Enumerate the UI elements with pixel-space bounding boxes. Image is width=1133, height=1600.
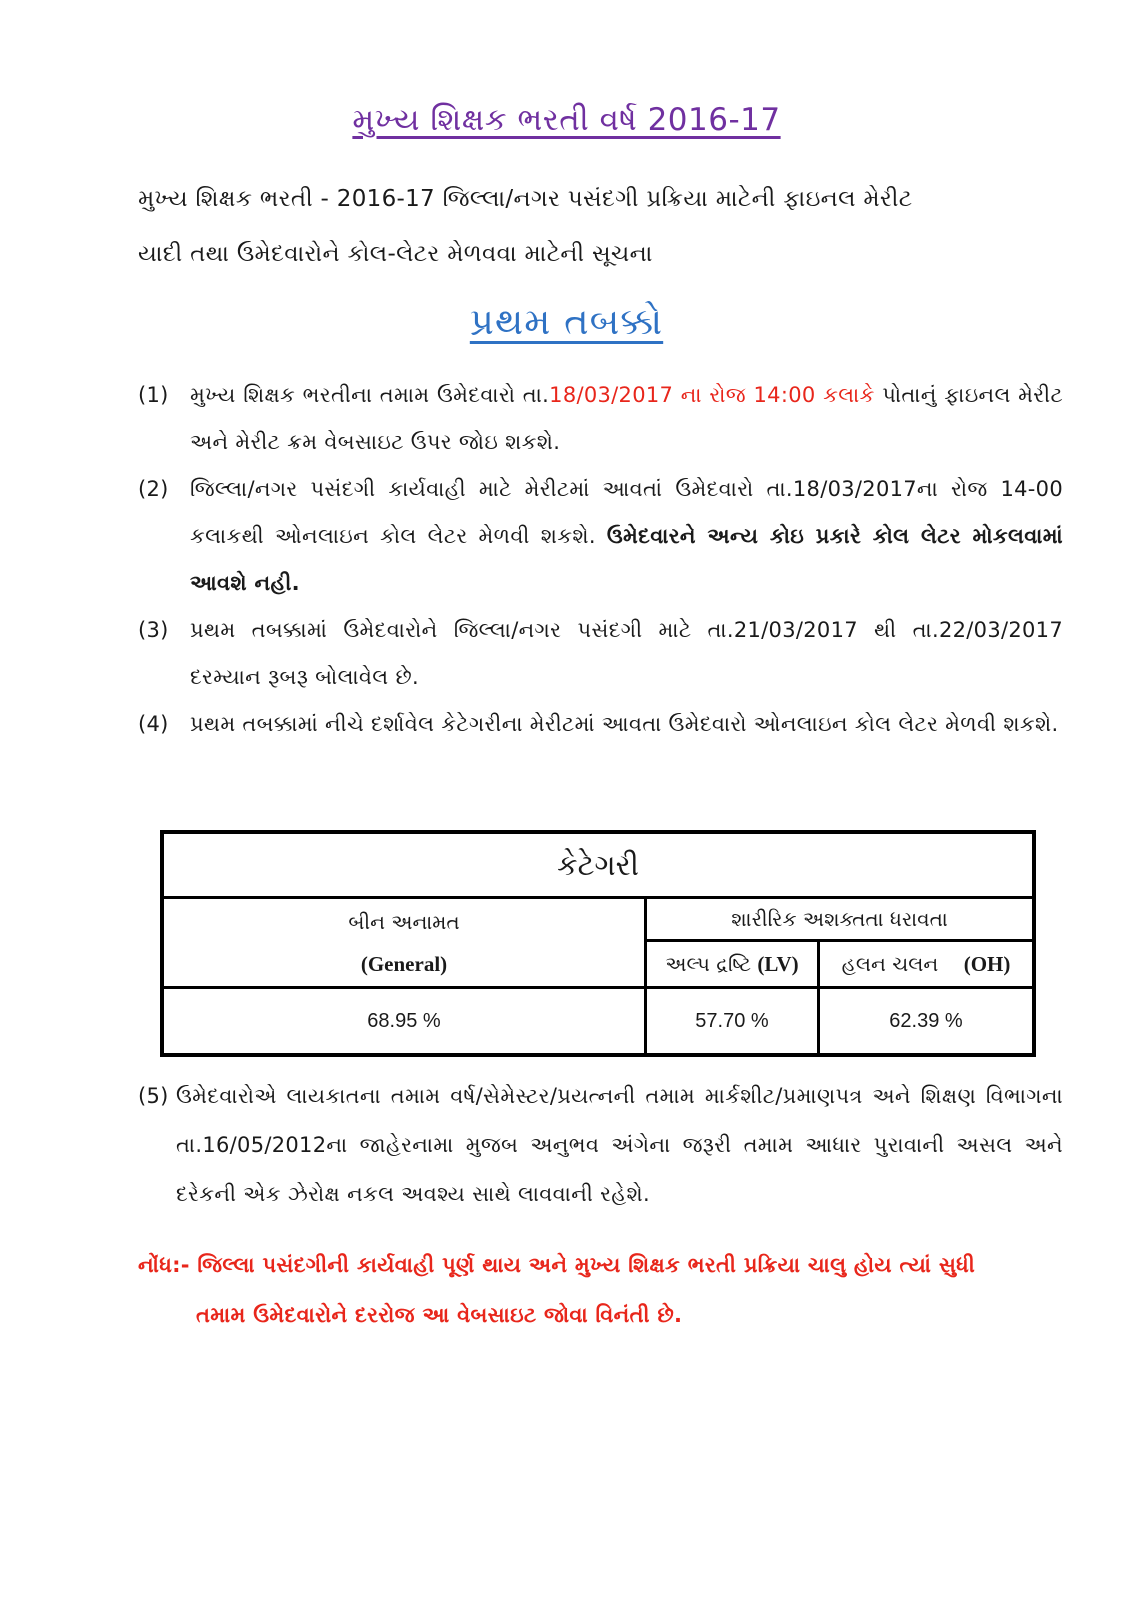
item-text-continued: પોતાનું ફાઇનલ મેરીટ અને મેરીટ ક્રમ વેબસાઇટ ઉપર જોઇ શકશે. bbox=[190, 383, 1063, 454]
oh-merit-value: 62.39 % bbox=[819, 988, 1035, 1056]
instruction-item-2 bbox=[138, 466, 1063, 607]
category-header: કેટેગરી bbox=[162, 832, 1034, 898]
general-english-label: (General) bbox=[360, 951, 448, 976]
general-label: બીન અનામત bbox=[348, 909, 460, 934]
item-text: ઉમેદવારોએ લાયકાતના તમામ વર્ષ/સેમેસ્ટર/પ્રયત્નની તમામ માર્કશીટ/પ્રમાણપત્ર અને શિક્ષણ વિભાગના તા.16/05/2012ના જાહેરનામા મુજબ અનુભવ અંગેના જરૂરી તમામ આધાર પુરાવાની અસલ અને દરેકની એક ઝેરોક્ષ નકલ અવશ્ય સાથે લાવવાની રહેશે. bbox=[176, 1084, 1063, 1206]
intro-line-2: યાદી તથા ઉમેદવારોને કોલ-લેટર મેળવવા માટેની સૂચના bbox=[138, 241, 653, 267]
item-number: (3) bbox=[138, 618, 169, 642]
item-number: (5) bbox=[138, 1084, 169, 1108]
note-line-1: નોંધ:- જિલ્લા પસંદગીની કાર્યવાહી પૂર્ણ થાય અને મુખ્ય શિક્ષક ભરતી પ્રક્રિયા ચાલુ હોય ત્યાં સુધી bbox=[138, 1253, 976, 1277]
item-text: મુખ્ય શિક્ષક ભરતીના તમામ ઉમેદવારો તા. bbox=[190, 383, 550, 407]
important-note bbox=[138, 1240, 1063, 1340]
item-number: (4) bbox=[138, 712, 169, 736]
category-table bbox=[160, 830, 1036, 1057]
lv-category-cell bbox=[646, 941, 819, 988]
phase-heading: પ્રથમ તબક્કો bbox=[469, 300, 664, 343]
general-merit-value: 68.95 % bbox=[162, 988, 646, 1056]
disabled-category-header: શારીરિક અશક્તતા ધરાવતા bbox=[646, 898, 1035, 941]
item-bold-text: ઉમેદવારને અન્ય કોઇ પ્રકારે કોલ લેટર મોકલવામાં આવશે નહી. bbox=[190, 524, 1063, 595]
document-title: મુખ્ય શિક્ષક ભરતી વર્ષ 2016-17 bbox=[352, 102, 781, 138]
instruction-item-4 bbox=[138, 701, 1063, 748]
item-text: પ્રથમ તબક્કામાં ઉમેદવારોને જિલ્લા/નગર પસંદગી માટે તા.21/03/2017 થી તા.22/03/2017 દરમ્યાન રૂબરૂ બોલાવેલ છે. bbox=[190, 618, 1063, 689]
general-category-cell bbox=[162, 898, 646, 988]
instruction-item-3 bbox=[138, 607, 1063, 701]
item-date-highlight: 18/03/2017 ના રોજ 14:00 કલાકે bbox=[549, 383, 875, 407]
item-text: પ્રથમ તબક્કામાં નીચે દર્શાવેલ કેટેગરીના મેરીટમાં આવતા ઉમેદવારો ઓનલાઇન કોલ લેટર મેળવી શકશે. bbox=[190, 712, 1059, 736]
lv-merit-value: 57.70 % bbox=[646, 988, 819, 1056]
lv-label: અલ્પ દ્રષ્ટિ bbox=[665, 951, 752, 976]
instruction-item-5 bbox=[138, 1072, 1063, 1219]
note-line-2: તમામ ઉમેદવારોને દરરોજ આ વેબસાઇટ જોવા વિનંતી છે. bbox=[196, 1303, 683, 1327]
item-text: જિલ્લા/નગર પસંદગી કાર્યવાહી માટે મેરીટમાં આવતાં ઉમેદવારો તા.18/03/2017ના રોજ 14-00 કલાકથી ઓનલાઇન કોલ લેટર મેળવી શકશે. bbox=[190, 477, 1063, 548]
oh-category-cell bbox=[819, 941, 1035, 988]
intro-line-1: મુખ્ય શિક્ષક ભરતી - 2016-17 જિલ્લા/નગર પસંદગી પ્રક્રિયા માટેની ફાઇનલ મેરીટ bbox=[138, 186, 913, 212]
instruction-item-1 bbox=[138, 372, 1063, 466]
instruction-list bbox=[138, 372, 1063, 748]
oh-label: હલન ચલન bbox=[841, 951, 939, 976]
lv-english-label: (LV) bbox=[757, 951, 799, 976]
oh-english-label: (OH) bbox=[963, 951, 1011, 976]
intro-paragraph bbox=[138, 172, 1058, 282]
item-number: (1) bbox=[138, 383, 169, 407]
item-number: (2) bbox=[138, 477, 169, 501]
